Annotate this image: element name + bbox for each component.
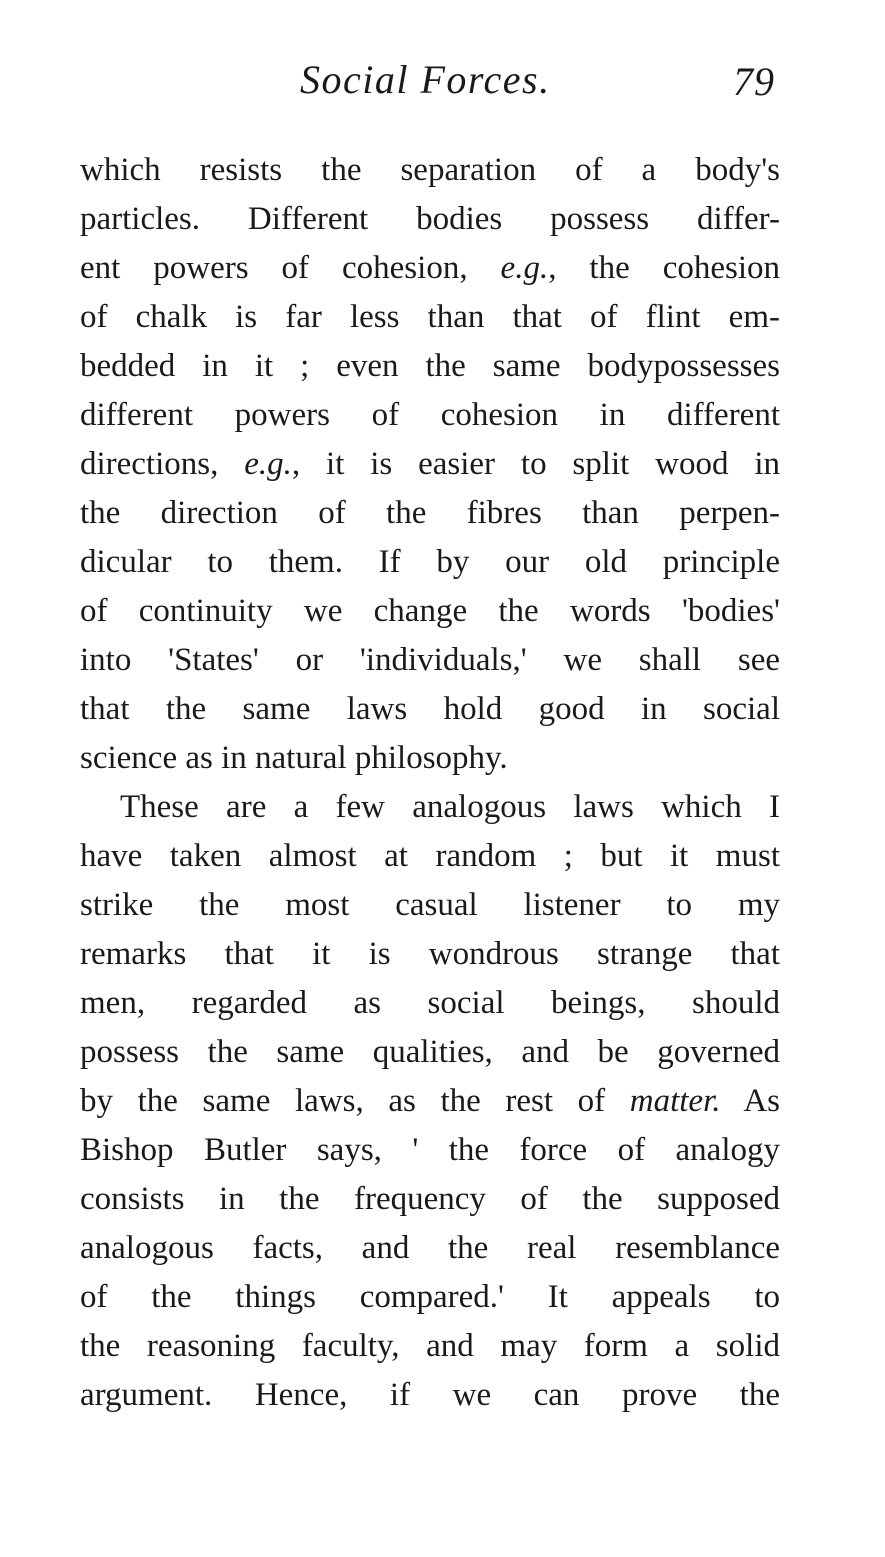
text-line: men, regarded as social beings, should: [80, 985, 780, 1021]
text-line: analogous facts, and the real resemblance: [80, 1230, 780, 1266]
text-line: Bishop Butler says, ' the force of analogy: [80, 1132, 780, 1168]
text-line: ent powers of cohesion, e.g., the cohesion: [80, 250, 781, 286]
text-line: of chalk is far less than that of flint em-: [80, 299, 780, 335]
text-line: directions, e.g., it is easier to split wood in: [80, 446, 781, 482]
text-line: These are a few analogous laws which I: [120, 789, 780, 825]
text-line: particles. Different bodies possess differ-: [80, 201, 780, 237]
text-line: bedded in it ; even the same bodypossesses: [80, 348, 780, 384]
italic-word: matter.: [629, 1083, 721, 1119]
text-line: have taken almost at random ; but it must: [80, 838, 780, 874]
italic-abbreviation: e.g.: [500, 250, 549, 286]
text-line: of continuity we change the words 'bodies': [80, 593, 780, 629]
text-line: that the same laws hold good in social: [80, 691, 780, 727]
text-line: consists in the frequency of the supposed: [80, 1181, 780, 1217]
text-line: the reasoning faculty, and may form a solid: [80, 1328, 780, 1364]
running-title: Social Forces.: [300, 57, 551, 102]
text-line: science as in natural philosophy.: [80, 740, 508, 776]
text-line: different powers of cohesion in different: [80, 397, 780, 433]
text-line: the direction of the fibres than perpen-: [80, 495, 780, 531]
text-line: into 'States' or 'individuals,' we shall see: [80, 642, 780, 678]
text-line: by the same laws, as the rest of matter. As: [80, 1083, 781, 1119]
text-line: which resists the separation of a body's: [80, 152, 780, 188]
text-line: strike the most casual listener to my: [80, 887, 780, 923]
text-line: of the things compared.' It appeals to: [80, 1279, 780, 1315]
body-text: [80, 146, 780, 1420]
italic-abbreviation: e.g.: [244, 446, 292, 482]
text-line: possess the same qualities, and be governed: [80, 1034, 780, 1070]
text-line: argument. Hence, if we can prove the: [80, 1377, 780, 1413]
page-number: 79: [733, 59, 775, 104]
text-line: remarks that it is wondrous strange that: [80, 936, 780, 972]
text-line: dicular to them. If by our old principle: [80, 544, 780, 580]
